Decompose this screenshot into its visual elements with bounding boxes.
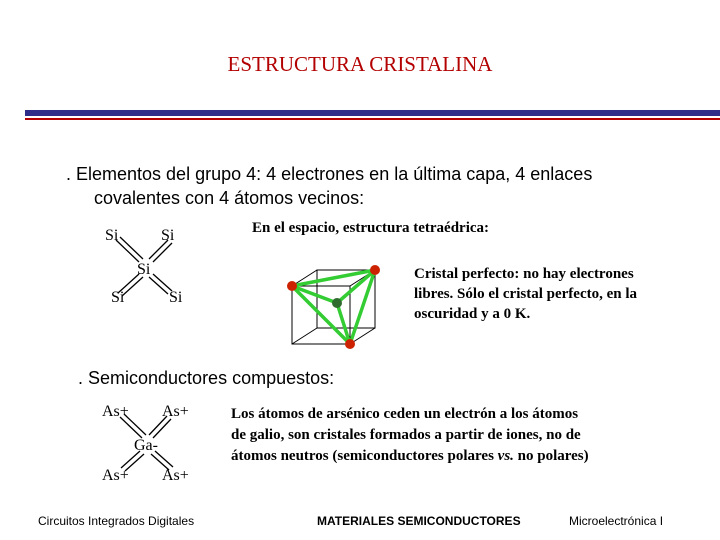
bullet-compound-semiconductors: . Semiconductores compuestos: xyxy=(78,368,335,388)
as-bottom-right: As+ xyxy=(162,467,189,484)
atom-corner-1 xyxy=(287,281,297,291)
footer-subject: Microelectrónica I xyxy=(569,514,664,528)
perfect-crystal-line3: oscuridad y a 0 K. xyxy=(414,306,531,322)
perfect-crystal-text xyxy=(414,264,714,324)
atom-corner-2 xyxy=(370,265,380,275)
tetrahedral-cube-diagram xyxy=(280,258,390,358)
arsenic-line3 xyxy=(231,446,676,467)
perfect-crystal-line1: Cristal perfecto: no hay electrones xyxy=(414,266,634,282)
as-top-left: As+ xyxy=(102,403,129,420)
atom-corner-3 xyxy=(345,339,355,349)
footer-course: Circuitos Integrados Digitales xyxy=(38,514,195,528)
atom-center xyxy=(332,298,342,308)
si-top-right: Si xyxy=(161,227,175,244)
perfect-crystal-line2: libres. Sólo el cristal perfecto, en la xyxy=(414,286,638,302)
si-bottom-right: Si xyxy=(169,289,183,306)
tetrahedral-bonds xyxy=(292,270,375,344)
si-top-left: Si xyxy=(105,227,119,244)
si-bottom-left: Si xyxy=(111,289,125,306)
bullet-group4 xyxy=(66,162,686,210)
bullet-group4-line1: . Elementos del grupo 4: 4 electrones en la última capa, 4 enlaces xyxy=(66,164,593,184)
si-bond-diagram xyxy=(95,222,205,312)
footer-topic: MATERIALES SEMICONDUCTORES xyxy=(317,514,521,528)
arsenic-line2: de galio, son cristales formados a partir de iones, no de xyxy=(231,427,581,443)
as-top-right: As+ xyxy=(162,403,189,420)
si-center: Si xyxy=(137,261,151,278)
as-bottom-left: As+ xyxy=(102,467,129,484)
title-divider-thin xyxy=(25,118,720,120)
gaas-bond-diagram xyxy=(96,398,206,484)
arsenic-line3-post: no polares) xyxy=(513,448,589,464)
arsenic-line1: Los átomos de arsénico ceden un electrón a los átomos xyxy=(231,406,579,422)
arsenic-line3-vs: vs. xyxy=(497,448,514,464)
bullet-group4-line2: covalentes con 4 átomos vecinos: xyxy=(94,188,365,208)
arsenic-line3-pre: átomos neutros (semiconductores polares xyxy=(231,448,498,464)
ga-center: Ga- xyxy=(134,437,158,454)
slide-title: ESTRUCTURA CRISTALINA xyxy=(227,52,493,76)
arsenic-explanation xyxy=(231,404,676,467)
tetrahedral-caption: En el espacio, estructura tetraédrica: xyxy=(252,220,490,236)
title-divider-thick xyxy=(25,110,720,116)
